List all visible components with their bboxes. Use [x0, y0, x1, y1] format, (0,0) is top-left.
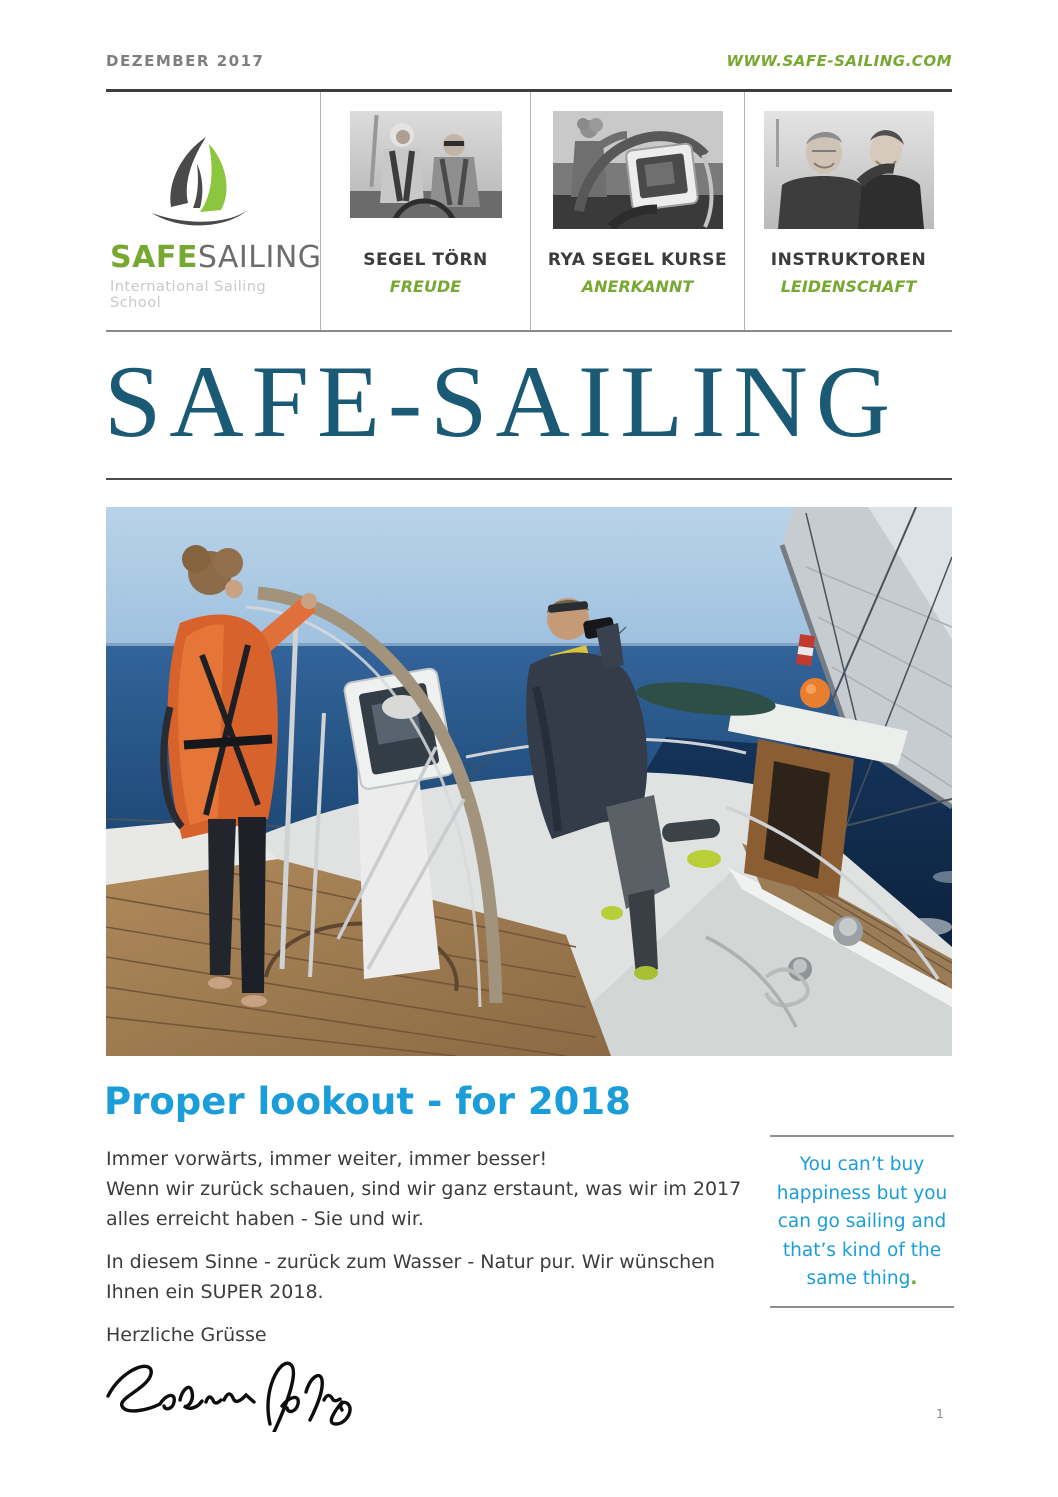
article-body: [106, 1144, 764, 1432]
feature-segeltoern: [320, 92, 530, 330]
feature-title: RYA SEGEL KURSE: [547, 250, 728, 270]
masthead-title: SAFE-SAILING: [104, 345, 899, 459]
article-headline: Proper lookout - for 2018: [104, 1080, 631, 1123]
feature-title: INSTRUKTOREN: [770, 250, 927, 270]
paragraph-line: Immer vorwärts, immer weiter, immer besser!: [106, 1148, 548, 1170]
signature-image: [102, 1354, 358, 1432]
logo-word-sailing: SAILING: [197, 240, 322, 275]
feature-subtitle: LEIDENSCHAFT: [780, 277, 917, 296]
website-link[interactable]: WWW.SAFE-SAILING.COM: [726, 52, 952, 70]
wheel-instrument-photo: [553, 111, 723, 229]
closing-text: Herzliche Grüsse: [106, 1324, 267, 1346]
logo-tagline: International Sailing School: [110, 279, 267, 311]
header-bottom-divider: [106, 330, 952, 332]
page-number: 1: [936, 1406, 944, 1421]
feature-rya-kurse: [530, 92, 744, 330]
paragraph-line: Wenn wir zurück schauen, sind wir ganz erstaunt, was wir im 2017 alles erreicht haben - Sie und wir.: [106, 1178, 742, 1230]
pull-quote: [770, 1135, 954, 1308]
quote-line: can go sailing and: [777, 1211, 947, 1232]
feature-instruktoren: [744, 92, 952, 330]
quote-line: that’s kind of the: [782, 1239, 942, 1261]
logo-wordmark: [110, 240, 320, 275]
feature-strip: [106, 92, 952, 330]
masthead-divider: [106, 478, 952, 480]
article-paragraph-2: In diesem Sinne - zurück zum Wasser - Natur pur. Wir wünschen Ihnen ein SUPER 2018.: [106, 1251, 715, 1303]
sailboat-logo-icon: [142, 134, 254, 230]
quote-line: You can’t buy: [799, 1154, 925, 1175]
quote-line: happiness but you: [776, 1182, 948, 1204]
feature-subtitle: ANERKANNT: [581, 277, 694, 296]
quote-line: same thing: [806, 1268, 911, 1289]
article-paragraph-1: [106, 1144, 764, 1234]
feature-title: SEGEL TÖRN: [363, 250, 488, 270]
issue-date: DEZEMBER 2017: [106, 52, 265, 70]
logo-word-safe: SAFE: [110, 240, 198, 275]
two-instructors-photo: [764, 111, 934, 229]
sailors-at-helm-photo: [350, 111, 502, 218]
hero-sailing-photo: [106, 507, 952, 1056]
logo-block: [106, 92, 320, 330]
page-header: [106, 52, 952, 70]
feature-subtitle: FREUDE: [389, 277, 462, 296]
quote-period: .: [910, 1268, 918, 1289]
quote-last-line: [770, 1265, 954, 1294]
